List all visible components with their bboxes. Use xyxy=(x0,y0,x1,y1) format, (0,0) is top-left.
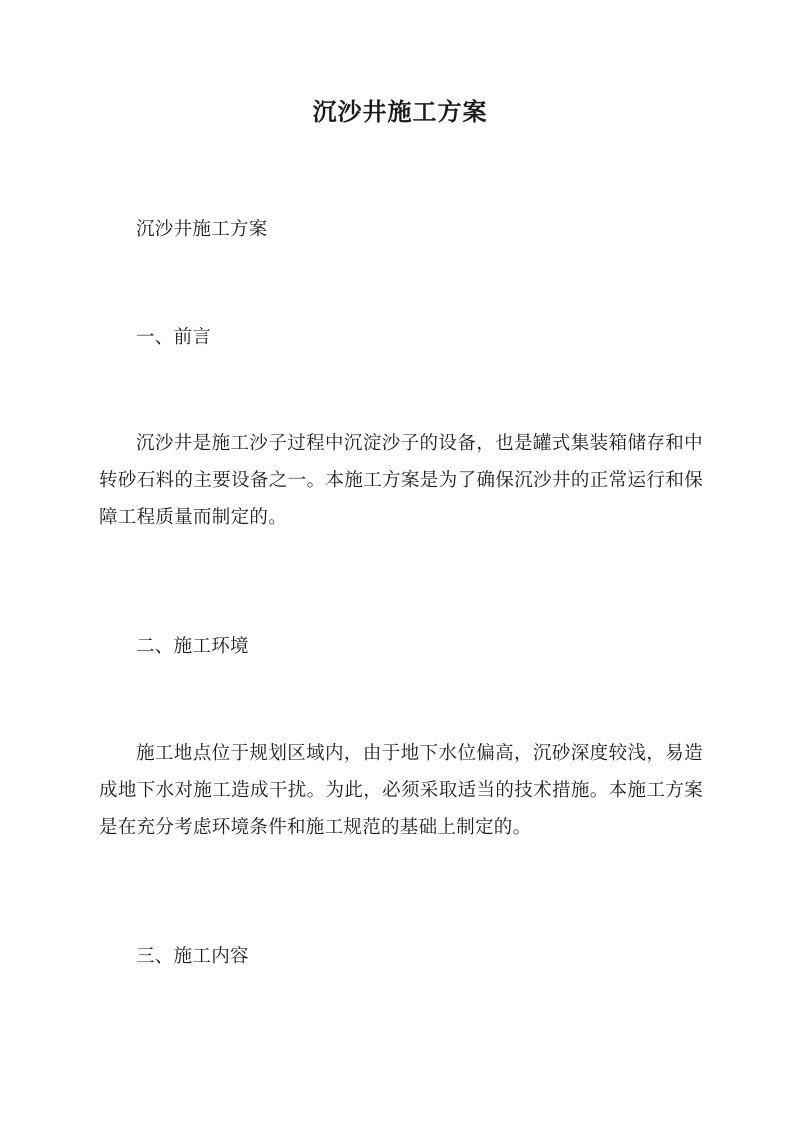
environment-body-paragraph: 施工地点位于规划区域内，由于地下水位偏高，沉砂深度较浅，易造成地下水对施工造成干扰。为此，必须采取适当的技术措施。本施工方案是在充分考虑环境条件和施工规范的基础上制定的。 xyxy=(99,743,703,838)
document-title: 沉沙井施工方案 xyxy=(312,97,488,126)
subtitle-paragraph: 沉沙井施工方案 xyxy=(136,219,268,240)
section-heading-preface: 一、前言 xyxy=(136,327,212,348)
section-heading-environment: 二、施工环境 xyxy=(136,636,249,657)
preface-body-paragraph: 沉沙井是施工沙子过程中沉淀沙子的设备，也是罐式集装箱储存和中转砂石料的主要设备之一。本施工方案是为了确保沉沙井的正常运行和保障工程质量而制定的。 xyxy=(99,433,703,528)
section-heading-content: 三、施工内容 xyxy=(136,946,249,967)
